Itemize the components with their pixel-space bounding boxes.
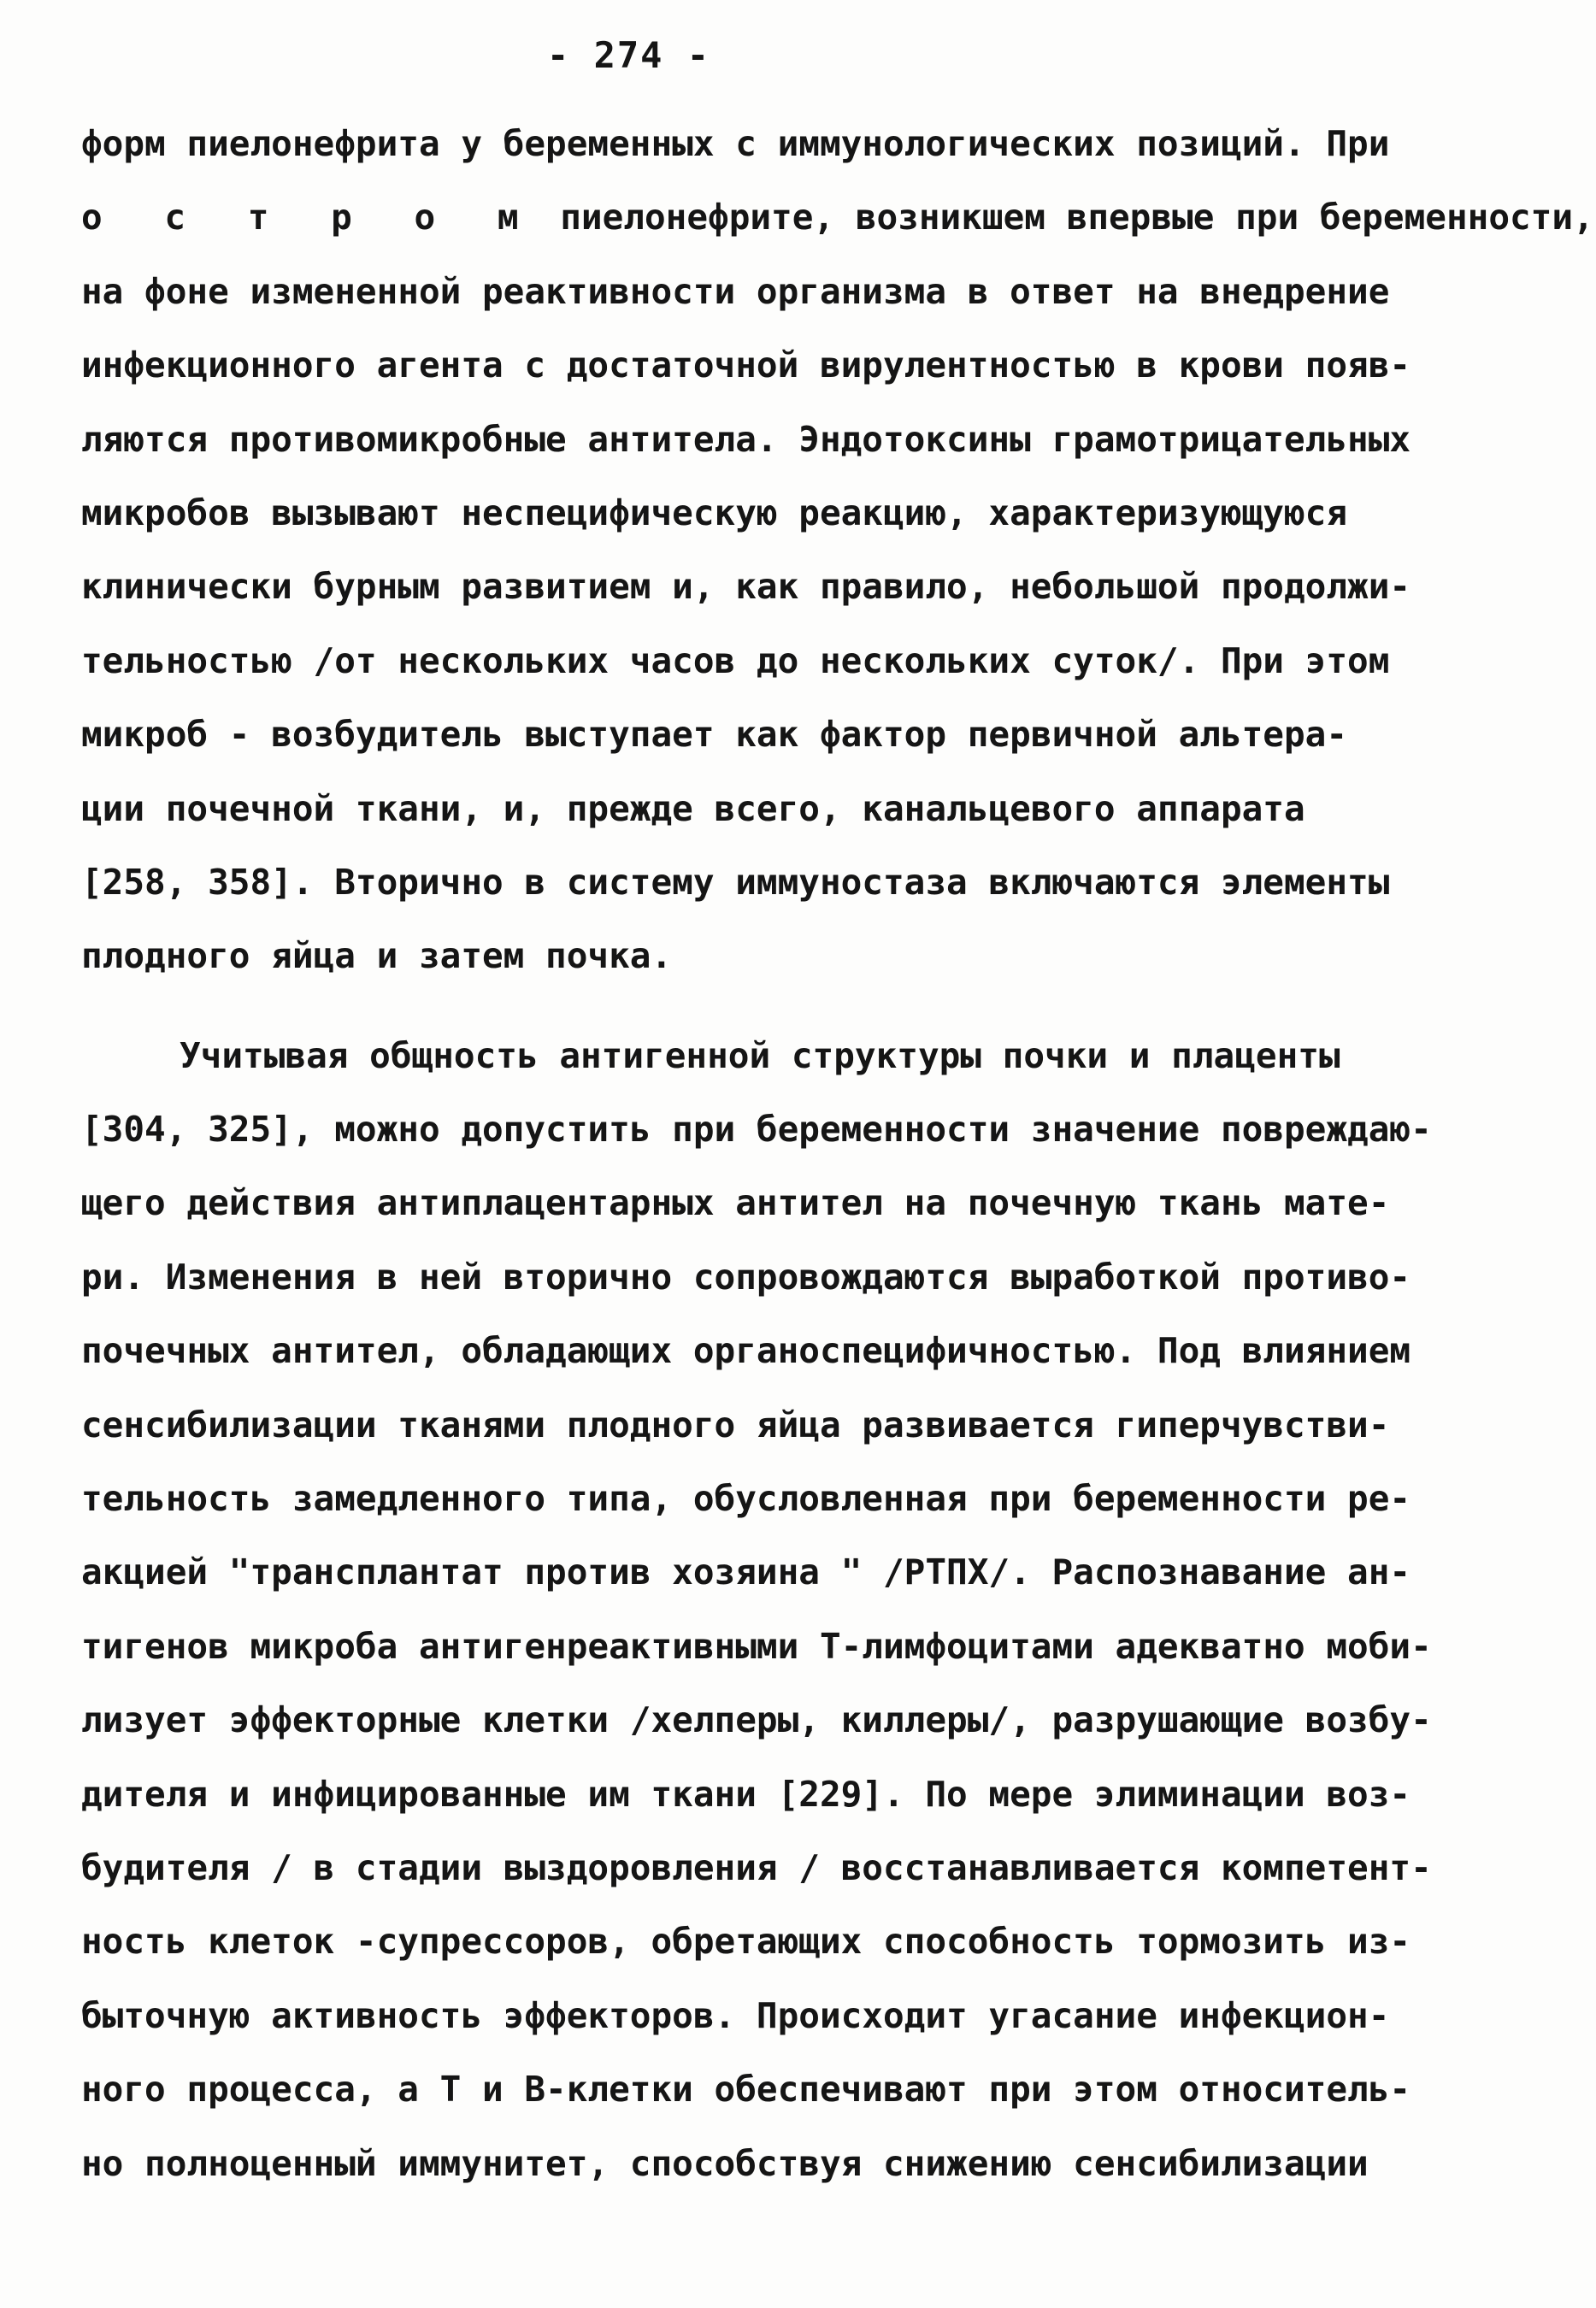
text-line: сенсибилизации тканями плодного яйца развивается гиперчувстви-	[81, 1404, 1390, 1445]
text-line: ность клеток -супрессоров, обретающих способность тормозить из-	[81, 1921, 1411, 1963]
text-line: акцией "трансплантат против хозяина " /РТПХ/. Распознавание ан-	[81, 1551, 1411, 1593]
text-line: щего действия антиплацентарных антител на почечную ткань мате-	[81, 1182, 1390, 1224]
text-line: тельностью /от нескольких часов до нескольких суток/. При этом	[81, 639, 1390, 681]
text-line: но полноценный иммунитет, способствуя снижению сенсибилизации	[81, 2142, 1369, 2184]
text-line: клинически бурным развитием и, как правило, небольшой продолжи-	[81, 566, 1411, 608]
text-line: микробов вызывают неспецифическую реакцию, характеризующуюся	[81, 492, 1348, 533]
text-line: почечных антител, обладающих органоспецифичностью. Под влиянием	[81, 1330, 1411, 1372]
text-line: будителя / в стадии выздоровления / восстанавливается компетент-	[81, 1846, 1432, 1888]
text-line: [258, 358]. Вторично в систему иммуностаза включаются элементы	[81, 861, 1390, 903]
text-line: ри. Изменения в ней вторично сопровождаются выработкой противо-	[81, 1256, 1411, 1298]
page-number: - 274 -	[547, 34, 711, 76]
text-line: ного процесса, а Т и В-клетки обеспечивают при этом относитель-	[81, 2069, 1411, 2111]
spaced-emphasis-word: о с т р о м	[81, 197, 539, 238]
text-line: [304, 325], можно допустить при беременности значение повреждаю-	[81, 1109, 1432, 1151]
text-line: быточную активность эффекторов. Происходит угасание инфекцион-	[81, 1994, 1390, 2036]
body-text	[81, 107, 1594, 2200]
text-line-emphasis-row	[81, 180, 1594, 254]
text-line: микроб - возбудитель выступает как фактор первичной альтера-	[81, 714, 1348, 756]
text-line: ляются противомикробные антитела. Эндотоксины грамотрицательных	[81, 418, 1411, 460]
text-line: форм пиелонефрита у беременных с иммунологических позиций. При	[81, 123, 1390, 164]
text-line: на фоне измененной реактивности организма в ответ на внедрение	[81, 270, 1390, 312]
text-line: инфекционного агента с достаточной вирулентностью в крови появ-	[81, 344, 1411, 386]
text-line: плодного яйца и затем почка.	[81, 935, 673, 977]
text-line: ции почечной ткани, и, прежде всего, канальцевого аппарата	[81, 787, 1305, 829]
text-line: тельность замедленного типа, обусловленная при беременности ре-	[81, 1478, 1411, 1520]
paragraph-gap	[81, 993, 1534, 1019]
paragraph-first-line: Учитывая общность антигенной структуры почки и плаценты	[180, 1034, 1340, 1076]
text-line-continuation: пиелонефрите, возникшем впервые при беременности,	[539, 197, 1594, 238]
text-line: дителя и инфицированные им ткани [229]. По мере элиминации воз-	[81, 1773, 1411, 1815]
text-line: тигенов микроба антигенреактивными Т-лимфоцитами адекватно моби-	[81, 1625, 1432, 1667]
text-line: лизует эффекторные клетки /хелперы, киллеры/, разрушающие возбу-	[81, 1699, 1432, 1741]
